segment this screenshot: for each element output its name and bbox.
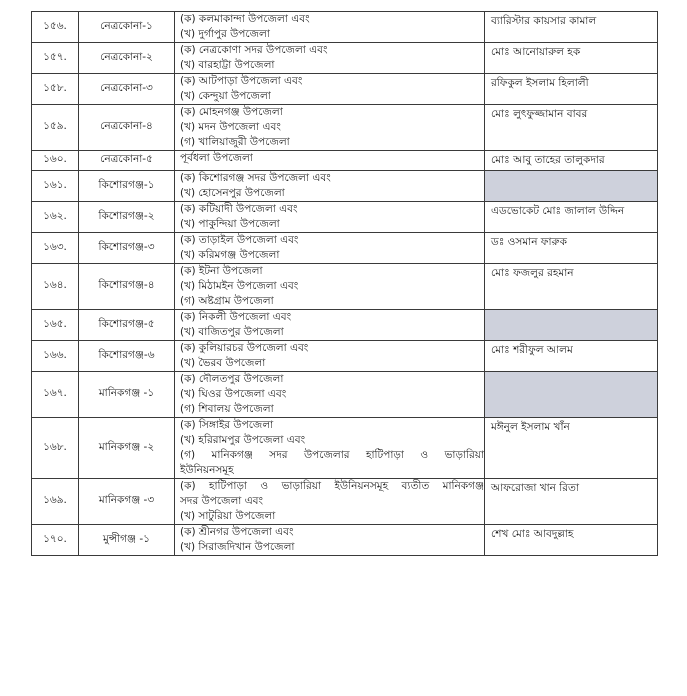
constituency-name: মুন্সীগঞ্জ -১: [79, 525, 175, 556]
seat-number: ১৬০.: [32, 151, 79, 171]
constituency-area: [175, 74, 485, 105]
seat-number: ১৬৯.: [32, 479, 79, 525]
area-line: ইউনিয়নসমূহ: [180, 464, 234, 476]
area-line: (ক) দৌলতপুর উপজেলা: [180, 373, 284, 385]
constituency-name: কিশোরগঞ্জ-৪: [79, 264, 175, 310]
area-line: (ক) ইটনা উপজেলা: [180, 265, 263, 277]
seat-number: ১৫৬.: [32, 12, 79, 43]
constituency-name: মানিকগঞ্জ -১: [79, 372, 175, 418]
constituency-name: নেত্রকোনা-৪: [79, 105, 175, 151]
candidate-name: মোঃ ফজলুর রহমান: [485, 264, 658, 310]
area-line: (গ) শিবালয় উপজেলা: [180, 403, 274, 415]
table-row: [32, 43, 658, 74]
area-line: সদর উপজেলা এবং: [180, 495, 264, 507]
area-line: (গ) অষ্টগ্রাম উপজেলা: [180, 295, 274, 307]
constituency-table: [31, 11, 658, 556]
candidate-cell-vacant: [485, 310, 658, 341]
constituency-area: [175, 341, 485, 372]
constituency-name: নেত্রকোনা-২: [79, 43, 175, 74]
constituency-area: [175, 105, 485, 151]
table-row: [32, 233, 658, 264]
constituency-area: [175, 372, 485, 418]
table-row: [32, 202, 658, 233]
seat-number: ১৬১.: [32, 171, 79, 202]
constituency-area: [175, 171, 485, 202]
area-line: (খ) সিরাজদিখান উপজেলা: [180, 541, 295, 553]
constituency-area: [175, 43, 485, 74]
area-line: (খ) মিঠামইন উপজেলা এবং: [180, 280, 299, 292]
seat-number: ১৬৭.: [32, 372, 79, 418]
table-row: [32, 525, 658, 556]
area-line: (খ) বারহাট্টা উপজেলা: [180, 59, 275, 71]
table-row: [32, 105, 658, 151]
table-row: [32, 341, 658, 372]
seat-number: ১৬৩.: [32, 233, 79, 264]
area-line: (ক) কটিয়াদী উপজেলা এবং: [180, 203, 298, 215]
area-line: (ক) নিকলী উপজেলা এবং: [180, 311, 292, 323]
candidate-name: শেখ মোঃ আবদুল্লাহ: [485, 525, 658, 556]
candidate-cell-vacant: [485, 171, 658, 202]
candidate-name: মোঃ লুৎফুজ্জামান বাবর: [485, 105, 658, 151]
constituency-area: [175, 525, 485, 556]
candidate-name: রফিকুল ইসলাম হিলালী: [485, 74, 658, 105]
area-line: পূর্বধলা উপজেলা: [180, 152, 253, 164]
table-row: [32, 479, 658, 525]
seat-number: ১৫৮.: [32, 74, 79, 105]
seat-number: ১৫৭.: [32, 43, 79, 74]
table-row: [32, 171, 658, 202]
table-row: [32, 310, 658, 341]
constituency-name: কিশোরগঞ্জ-২: [79, 202, 175, 233]
area-line: (ক) মোহনগঞ্জ উপজেলা: [180, 106, 283, 118]
candidate-name: আফরোজা খান রিতা: [485, 479, 658, 525]
constituency-name: কিশোরগঞ্জ-৬: [79, 341, 175, 372]
candidate-name: মোঃ শরীফুল আলম: [485, 341, 658, 372]
table-row: [32, 264, 658, 310]
area-line: (ক) আটপাড়া উপজেলা এবং: [180, 75, 303, 87]
constituency-area: [175, 310, 485, 341]
seat-number: ১৬৪.: [32, 264, 79, 310]
constituency-area: [175, 479, 485, 525]
seat-number: ১৬২.: [32, 202, 79, 233]
constituency-name: কিশোরগঞ্জ-১: [79, 171, 175, 202]
area-line: (ক) সিঙ্গাইর উপজেলা: [180, 419, 274, 431]
area-line: (খ) ঘিওর উপজেলা এবং: [180, 388, 287, 400]
area-line: (ক) হাটিপাড়া ও ভাড়ারিয়া ইউনিয়নসমূহ ব্যতীত মানিকগঞ্জ: [180, 480, 484, 492]
table-row: [32, 151, 658, 171]
candidate-name: ব্যারিস্টার কায়সার কামাল: [485, 12, 658, 43]
constituency-name: মানিকগঞ্জ -৩: [79, 479, 175, 525]
constituency-name: কিশোরগঞ্জ-৫: [79, 310, 175, 341]
candidate-name: মোঃ আনোয়ারুল হক: [485, 43, 658, 74]
constituency-area: [175, 151, 485, 171]
constituency-name: নেত্রকোনা-১: [79, 12, 175, 43]
seat-number: ১৬৬.: [32, 341, 79, 372]
candidate-name: এডভোকেট মোঃ জালাল উদ্দিন: [485, 202, 658, 233]
table-row: [32, 418, 658, 479]
seat-number: ১৭০.: [32, 525, 79, 556]
seat-number: ১৫৯.: [32, 105, 79, 151]
area-line: (খ) ভৈরব উপজেলা: [180, 357, 266, 369]
area-line: (খ) সাটুরিয়া উপজেলা: [180, 510, 276, 522]
candidate-name: মোঃ আবু তাহের তালুকদার: [485, 151, 658, 171]
table-row: [32, 74, 658, 105]
constituency-area: [175, 202, 485, 233]
area-line: (ক) নেত্রকোণা সদর উপজেলা এবং: [180, 44, 328, 56]
area-line: (খ) কেন্দুয়া উপজেলা: [180, 90, 271, 102]
area-line: (খ) মদন উপজেলা এবং: [180, 121, 281, 133]
constituency-name: নেত্রকোনা-৫: [79, 151, 175, 171]
area-line: (ক) শ্রীনগর উপজেলা এবং: [180, 526, 294, 538]
constituency-area: [175, 264, 485, 310]
constituency-name: মানিকগঞ্জ -২: [79, 418, 175, 479]
area-line: (খ) হরিরামপুর উপজেলা এবং: [180, 434, 306, 446]
candidate-name: মঈনুল ইসলাম খাঁন: [485, 418, 658, 479]
area-line: (খ) পাকুন্দিয়া উপজেলা: [180, 218, 280, 230]
area-line: (ক) কিশোরগঞ্জ সদর উপজেলা এবং: [180, 172, 331, 184]
seat-number: ১৬৫.: [32, 310, 79, 341]
constituency-area: [175, 418, 485, 479]
candidate-name: ডঃ ওসমান ফারুক: [485, 233, 658, 264]
area-line: (গ) মানিকগঞ্জ সদর উপজেলার হাটিপাড়া ও ভাড়ারিয়া: [180, 449, 484, 461]
area-line: (খ) বাজিতপুর উপজেলা: [180, 326, 284, 338]
area-line: (খ) দুর্গাপুর উপজেলা: [180, 28, 270, 40]
constituency-area: [175, 233, 485, 264]
table-row: [32, 12, 658, 43]
area-line: (ক) কুলিয়ারচর উপজেলা এবং: [180, 342, 309, 354]
table-row: [32, 372, 658, 418]
constituency-name: নেত্রকোনা-৩: [79, 74, 175, 105]
area-line: (ক) তাড়াইল উপজেলা এবং: [180, 234, 299, 246]
constituency-name: কিশোরগঞ্জ-৩: [79, 233, 175, 264]
constituency-area: [175, 12, 485, 43]
area-line: (খ) করিমগঞ্জ উপজেলা: [180, 249, 280, 261]
area-line: (গ) খালিয়াজুরী উপজেলা: [180, 136, 290, 148]
seat-number: ১৬৮.: [32, 418, 79, 479]
area-line: (খ) হোসেনপুর উপজেলা: [180, 187, 285, 199]
area-line: (ক) কলমাকান্দা উপজেলা এবং: [180, 13, 310, 25]
candidate-cell-vacant: [485, 372, 658, 418]
